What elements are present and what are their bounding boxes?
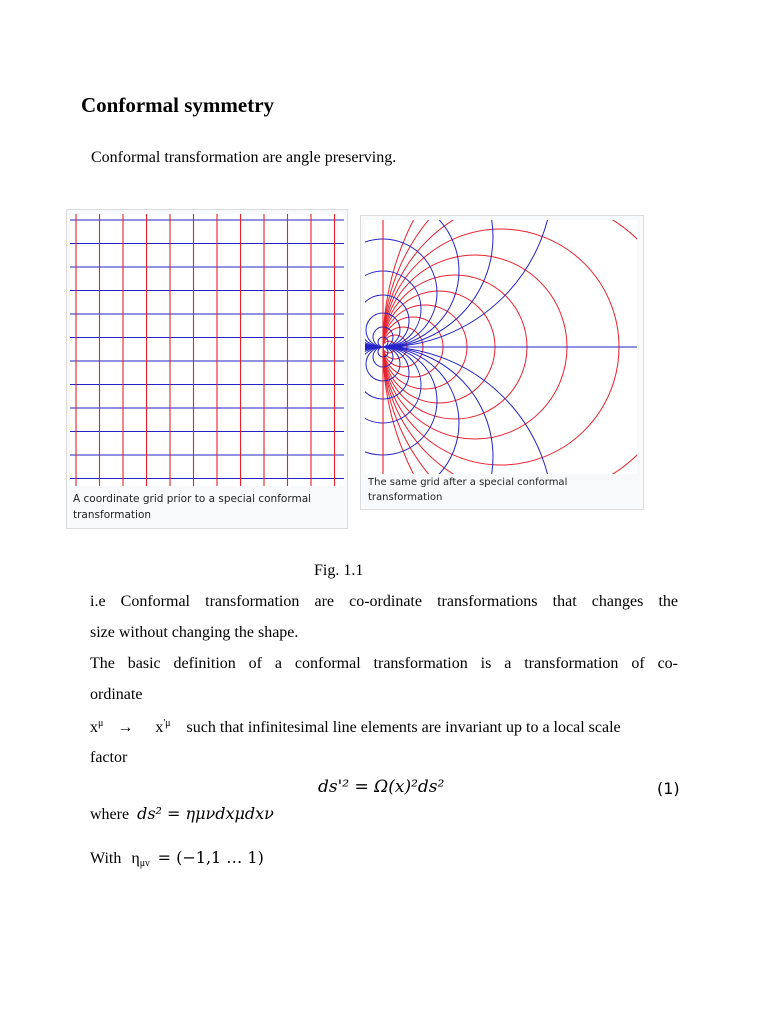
paragraph-2-line-2: ordinate — [90, 686, 143, 703]
eta-subscript: μν — [139, 858, 150, 869]
figure-grid-before — [66, 209, 348, 529]
intro-text: Conformal transformation are angle preserving. — [91, 149, 397, 166]
x-prime-symbol: x — [155, 719, 164, 736]
figure-caption-after: The same grid after a special conformal transformation — [368, 477, 568, 503]
where-label: where — [90, 806, 130, 823]
grid-before-image — [70, 214, 344, 486]
equation-number: (1) — [657, 779, 680, 798]
metric-expression: ds² = ημνdxμdxν — [137, 804, 274, 823]
figure-grid-after — [360, 215, 644, 510]
x-symbol: x — [90, 719, 98, 736]
paragraph-1-line-1: i.e Conformal transformation are co-ordinate transformations that changes the — [90, 593, 678, 610]
grid-after-image — [365, 220, 637, 474]
eta-symbol: η — [131, 850, 140, 867]
arrow-symbol: → — [117, 719, 134, 736]
figure-caption-before: A coordinate grid prior to a special conformal transformation — [73, 493, 312, 521]
with-label: With — [90, 850, 122, 867]
paragraph-3-line-1 — [90, 718, 621, 737]
where-line — [90, 804, 274, 824]
figure-label: Fig. 1.1 — [314, 562, 364, 579]
paragraph-2-line-1: The basic definition of a conformal transformation is a transformation of co- — [90, 655, 678, 672]
mu-prime-superscript: 'μ — [163, 718, 171, 729]
paragraph-3-line-2: factor — [90, 749, 128, 766]
paragraph-1-line-2: size without changing the shape. — [90, 624, 299, 641]
eta-value: = (−1,1 … 1) — [157, 848, 264, 867]
with-line — [90, 848, 264, 869]
page-heading: Conformal symmetry — [81, 93, 275, 117]
equation-1: ds'² = Ω(x)²ds² — [318, 777, 445, 797]
mu-superscript: μ — [98, 718, 104, 729]
paragraph-3-text: such that infinitesimal line elements are invariant up to a local scale — [186, 719, 621, 736]
